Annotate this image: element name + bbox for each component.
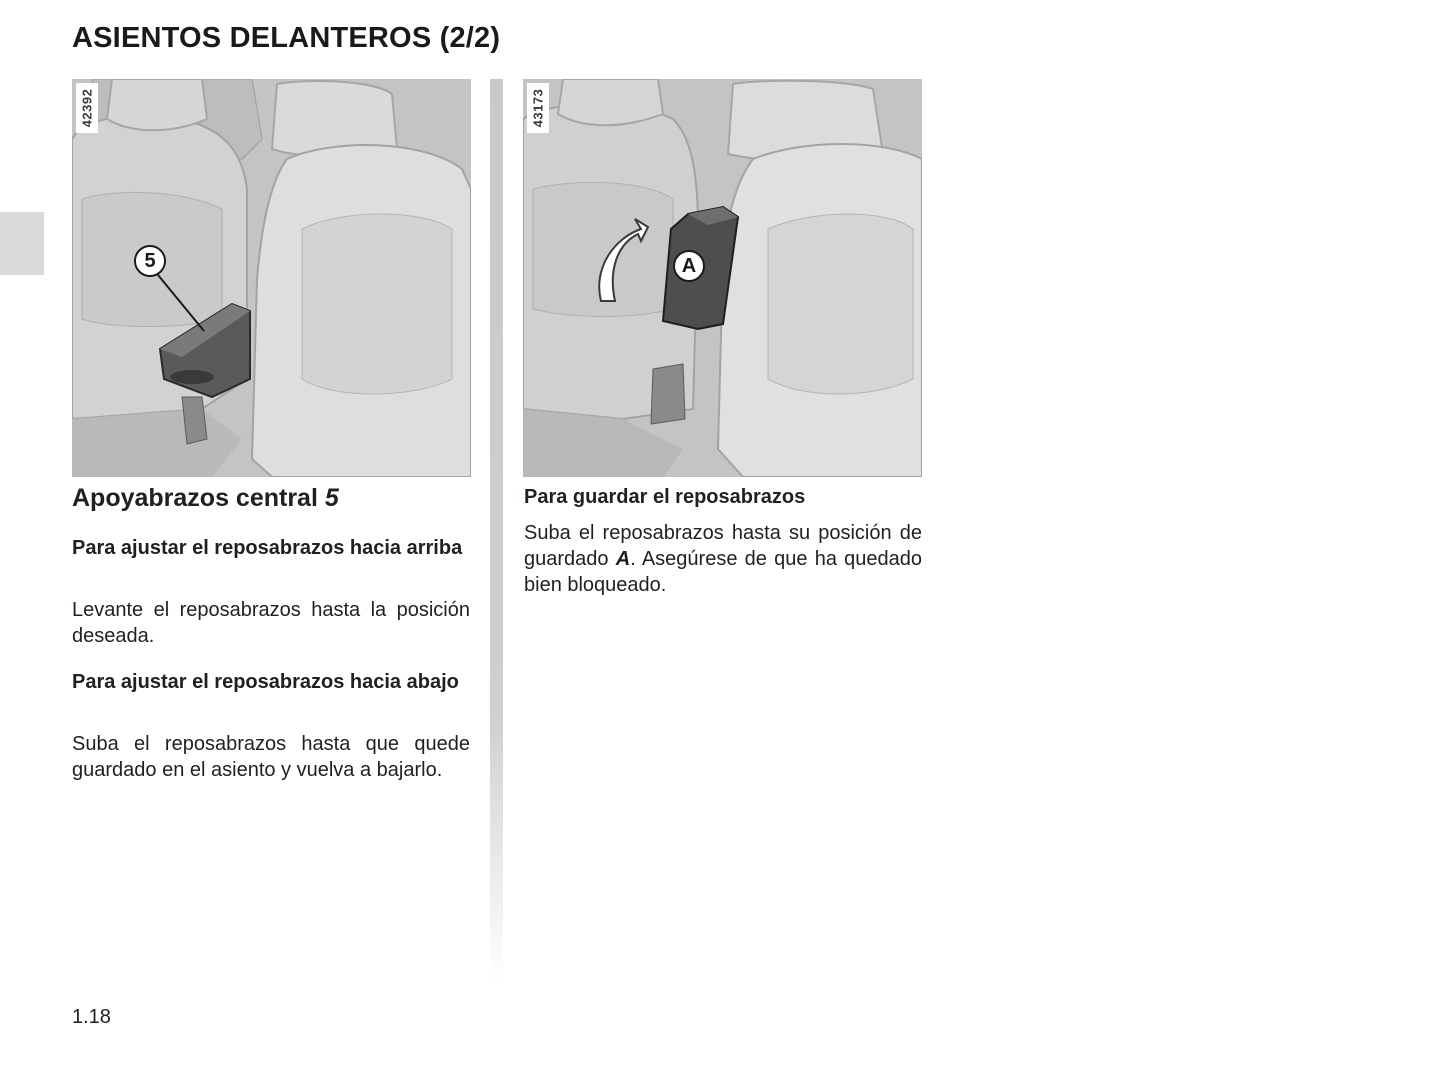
section-heading-text: Apoyabrazos central [72,484,325,512]
paragraph-adjust-down: Suba el reposabrazos hasta que quede guardado en el asiento y vuelva a bajarlo. [72,733,470,781]
subheading-store-armrest: Para guardar el reposabrazos [524,486,806,508]
paragraph-store-text-2: . Asegúrese de que ha quedado bien bloqueado. [524,548,923,596]
figure-reference-code [76,83,98,133]
subheading-adjust-down: Para ajustar el reposabrazos hacia abajo [72,671,459,693]
column-divider [490,79,503,984]
figure-reference-code [527,83,549,133]
paragraph-store-armrest [524,520,922,598]
seat-illustration-left [72,79,471,477]
armrest-down-illustration [72,79,471,477]
page-title: ASIENTOS DELANTEROS (2/2) [72,22,501,54]
seat-illustration-right [523,79,922,477]
paragraph-store-text-1: Suba el reposabrazos hasta su posición de guardado [524,522,922,570]
callout-marker-5: 5 [134,245,166,277]
figure-reference-code-text: 42392 [79,88,95,128]
armrest-up-illustration [523,79,922,477]
section-heading [72,484,339,513]
figure-reference-code-text: 43173 [530,88,546,128]
section-heading-ref: 5 [324,484,339,512]
chapter-tab [0,212,44,275]
subheading-adjust-up: Para ajustar el reposabrazos hacia arriba [72,537,463,559]
paragraph-adjust-up: Levante el reposabrazos hasta la posición deseada. [72,599,470,647]
page-number: 1.18 [72,1006,111,1028]
callout-marker-a: A [673,250,705,282]
paragraph-store-ref: A [615,548,631,570]
